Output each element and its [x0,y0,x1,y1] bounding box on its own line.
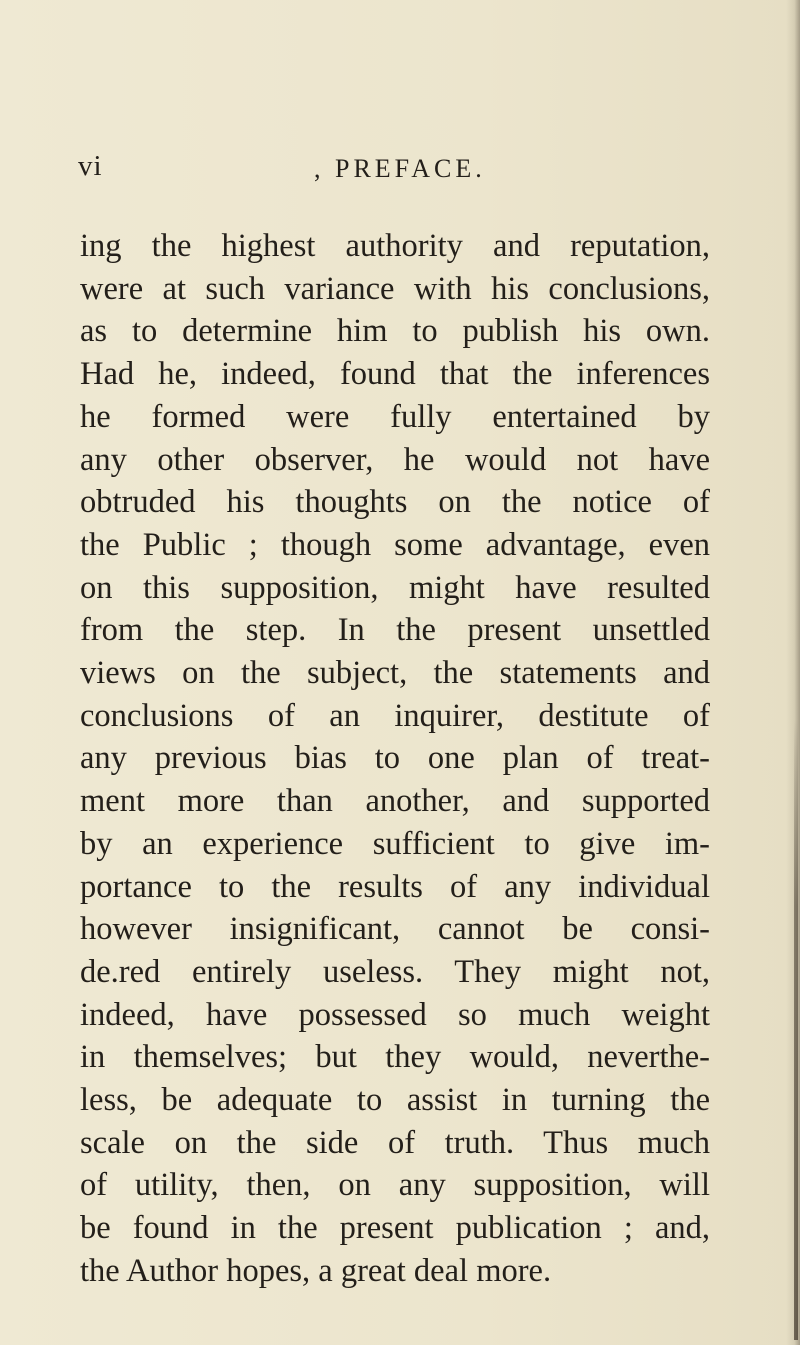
text-line: conclusions of an inquirer, destitute of [80,697,710,734]
text-line: any previous bias to one plan of treat- [80,740,710,777]
text-line: be found in the present publication ; and, [80,1210,710,1247]
text-line: from the step. In the present unsettled [80,612,710,649]
page-edge-mark [794,720,798,1340]
text-line: indeed, have possessed so much weight [80,996,710,1033]
body-text [80,225,710,1293]
text-line: of utility, then, on any supposition, will [80,1167,710,1204]
text-line: portance to the results of any individual [80,868,710,905]
running-head: , PREFACE. [314,154,486,183]
text-line: de.red entirely useless. They might not, [80,953,710,990]
page-number: vi [78,150,103,182]
text-line: the Public ; though some advantage, even [80,526,710,563]
text-line: ing the highest authority and reputation, [80,228,710,264]
text-line: obtruded his thoughts on the notice of [80,484,710,521]
text-line: the Author hopes, a great deal more. [80,1252,552,1289]
text-line: in themselves; but they would, neverthe- [80,1039,710,1076]
text-line: by an experience sufficient to give im- [80,825,710,862]
text-line: views on the subject, the statements and [80,655,710,692]
text-line: ment more than another, and supported [80,783,710,820]
text-line: were at such variance with his conclusions, [80,270,710,307]
text-line: as to determine him to publish his own. [80,313,710,350]
text-line: however insignificant, cannot be consi- [80,911,710,948]
text-line: less, be adequate to assist in turning the [80,1082,710,1119]
text-line: on this supposition, might have resulted [80,569,710,606]
page-header [78,150,718,190]
text-line: he formed were fully entertained by [80,398,710,435]
text-line: Had he, indeed, found that the inferences [80,356,710,393]
text-line: any other observer, he would not have [80,441,710,478]
text-line: scale on the side of truth. Thus much [80,1124,710,1161]
